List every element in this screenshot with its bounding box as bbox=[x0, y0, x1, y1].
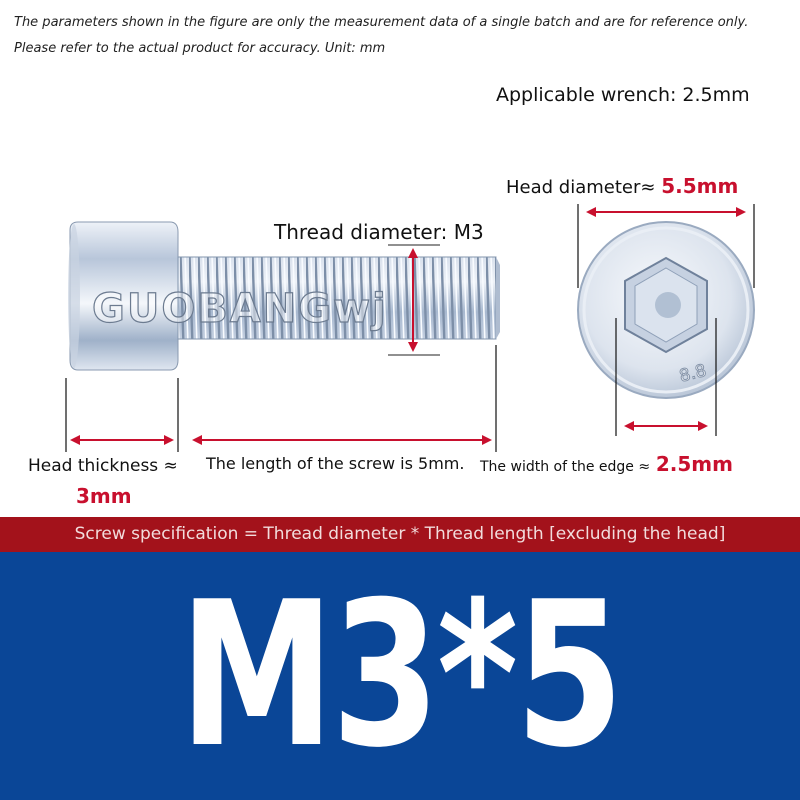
head-diameter-value: 5.5mm bbox=[661, 174, 739, 198]
head-thickness-value: 3mm bbox=[76, 484, 132, 508]
spec-title: M3*5 bbox=[179, 559, 621, 792]
edge-width-text: The width of the edge ≈ bbox=[480, 459, 651, 475]
wrench-label: Applicable wrench: 2.5mm bbox=[496, 84, 750, 106]
edge-width-label bbox=[480, 452, 733, 476]
head-thickness-label: Head thickness ≈ bbox=[28, 456, 178, 476]
disclaimer-line-2: Please refer to the actual product for accuracy. Unit: mm bbox=[14, 41, 386, 56]
thread-diameter-label: Thread diameter: M3 bbox=[274, 220, 484, 244]
watermark: GUOBANGwj bbox=[92, 286, 388, 332]
edge-width-value: 2.5mm bbox=[655, 452, 733, 476]
spec-formula-bar: Screw specification = Thread diameter * Thread length [excluding the head] bbox=[0, 517, 800, 552]
screw-length-label: The length of the screw is 5mm. bbox=[206, 454, 465, 473]
head-diameter-text: Head diameter≈ bbox=[506, 177, 656, 198]
disclaimer-line-1: The parameters shown in the figure are only the measurement data of a single batch and are for reference only. bbox=[14, 15, 749, 30]
head-diameter-label bbox=[506, 174, 738, 198]
grade-mark: 8.8 bbox=[677, 360, 709, 387]
